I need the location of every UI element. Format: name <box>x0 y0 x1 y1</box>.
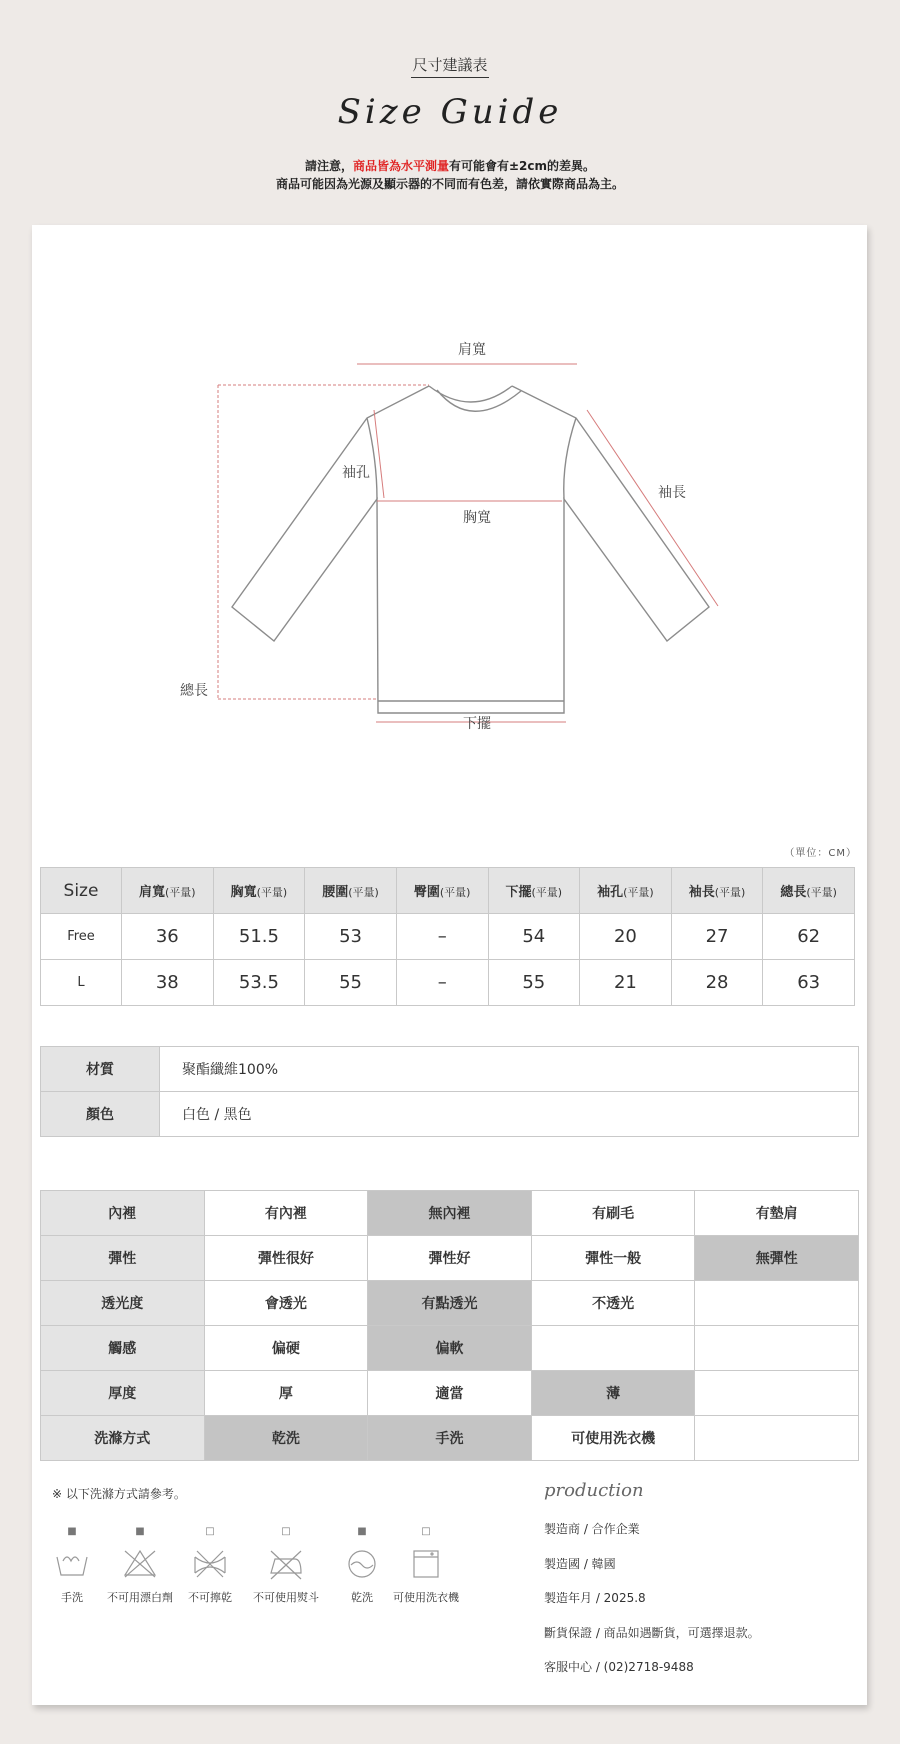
col-header: 胸寬(平量) <box>213 868 305 914</box>
care-item <box>44 1525 100 1605</box>
care-item <box>342 1525 382 1605</box>
feature-option-selected: 無內裡 <box>368 1191 532 1236</box>
unchecked-box-icon: □ <box>205 1526 215 1537</box>
feature-key: 透光度 <box>41 1281 205 1326</box>
care-item <box>381 1525 471 1605</box>
feature-key: 洗滌方式 <box>41 1416 205 1461</box>
dry-clean-icon <box>342 1547 382 1585</box>
table-row <box>41 914 855 960</box>
value-cell: 20 <box>580 914 672 960</box>
table-row <box>41 1191 859 1236</box>
value-cell: 38 <box>122 960 214 1006</box>
feature-option: 厚 <box>204 1371 368 1416</box>
hand-wash-icon <box>44 1547 100 1585</box>
size-table-header <box>41 868 855 914</box>
value-cell: 21 <box>580 960 672 1006</box>
table-row <box>41 1092 859 1137</box>
table-row <box>41 1281 859 1326</box>
table-row <box>41 1047 859 1092</box>
feature-key: 厚度 <box>41 1371 205 1416</box>
care-item <box>182 1525 238 1605</box>
size-cell: L <box>41 960 122 1006</box>
feature-option: 偏硬 <box>204 1326 368 1371</box>
feature-option <box>531 1326 695 1371</box>
col-header: 袖孔(平量) <box>580 868 672 914</box>
no-wring-icon <box>182 1547 238 1585</box>
col-header: 臀圍(平量) <box>396 868 488 914</box>
feature-option-selected: 偏軟 <box>368 1326 532 1371</box>
table-row <box>41 1371 859 1416</box>
value-cell: 28 <box>671 960 763 1006</box>
feature-option: 適當 <box>368 1371 532 1416</box>
feature-key: 觸感 <box>41 1326 205 1371</box>
col-header: 肩寬(平量) <box>122 868 214 914</box>
feature-option: 有刷毛 <box>531 1191 695 1236</box>
value-cell: 51.5 <box>213 914 305 960</box>
page-title: Size Guide <box>337 92 563 132</box>
feature-key: 彈性 <box>41 1236 205 1281</box>
color-value: 白色 / 黑色 <box>160 1092 859 1137</box>
size-cell: Free <box>41 914 122 960</box>
table-row <box>41 960 855 1006</box>
shoulder-label: 肩寬 <box>458 342 486 358</box>
unchecked-box-icon: □ <box>421 1526 431 1537</box>
value-cell: 27 <box>671 914 763 960</box>
care-label: 不可使用熨斗 <box>253 1591 319 1604</box>
feature-option: 有墊肩 <box>695 1191 859 1236</box>
care-label: 手洗 <box>61 1591 83 1604</box>
color-key: 顏色 <box>41 1092 160 1137</box>
chest-label: 胸寬 <box>463 510 491 526</box>
washing-machine-icon <box>381 1547 471 1585</box>
feature-option <box>695 1371 859 1416</box>
feature-option-selected: 手洗 <box>368 1416 532 1461</box>
feature-option <box>695 1416 859 1461</box>
sweater-outline <box>32 225 867 825</box>
value-cell: 36 <box>122 914 214 960</box>
feature-option: 會透光 <box>204 1281 368 1326</box>
header <box>0 0 900 225</box>
feature-option <box>695 1281 859 1326</box>
value-cell: 63 <box>763 960 855 1006</box>
feature-option-selected: 無彈性 <box>695 1236 859 1281</box>
hem-label: 下擺 <box>463 716 491 732</box>
feature-option-selected: 薄 <box>531 1371 695 1416</box>
no-iron-icon <box>246 1547 326 1585</box>
feature-option: 有內裡 <box>204 1191 368 1236</box>
production-line: 製造國 / 韓國 <box>544 1557 616 1571</box>
value-cell: 55 <box>305 960 397 1006</box>
care-label: 乾洗 <box>351 1591 373 1604</box>
production-line: 斷貨保證 / 商品如遇斷貨，可選擇退款。 <box>544 1626 760 1640</box>
value-cell: 54 <box>488 914 580 960</box>
care-label: 不可擰乾 <box>188 1591 232 1604</box>
feature-option: 彈性一般 <box>531 1236 695 1281</box>
value-cell: 62 <box>763 914 855 960</box>
col-header: 袖長(平量) <box>671 868 763 914</box>
feature-key: 內裡 <box>41 1191 205 1236</box>
table-row <box>41 1326 859 1371</box>
armhole-label: 袖孔 <box>342 465 370 481</box>
value-cell: – <box>396 960 488 1006</box>
care-note: ※ 以下洗滌方式請參考。 <box>52 1487 186 1501</box>
material-table <box>40 1046 859 1137</box>
value-cell: 53 <box>305 914 397 960</box>
size-table <box>40 867 855 1006</box>
feature-option: 彈性好 <box>368 1236 532 1281</box>
unchecked-box-icon: □ <box>281 1526 291 1537</box>
length-label: 總長 <box>180 683 208 699</box>
feature-option: 不透光 <box>531 1281 695 1326</box>
unit-note: （單位：CM） <box>784 848 857 859</box>
checked-box-icon: ■ <box>357 1526 367 1537</box>
size-chart-kicker: 尺寸建議表 <box>0 54 900 78</box>
feature-option: 彈性很好 <box>204 1236 368 1281</box>
care-label: 可使用洗衣機 <box>393 1591 459 1604</box>
feature-option: 可使用洗衣機 <box>531 1416 695 1461</box>
production-line: 製造商 / 合作企業 <box>544 1522 640 1536</box>
care-item <box>102 1525 178 1605</box>
feature-table <box>40 1190 859 1461</box>
checked-box-icon: ■ <box>135 1526 145 1537</box>
value-cell: – <box>396 914 488 960</box>
sleeve-label: 袖長 <box>658 485 686 501</box>
feature-option-selected: 有點透光 <box>368 1281 532 1326</box>
production-line: 客服中心 / (02)2718-9488 <box>544 1660 694 1674</box>
col-header: 腰圍(平量) <box>305 868 397 914</box>
size-guide-card <box>32 225 867 1705</box>
material-value: 聚酯纖維100% <box>160 1047 859 1092</box>
value-cell: 53.5 <box>213 960 305 1006</box>
care-label: 不可用漂白劑 <box>107 1591 173 1604</box>
size-header: Size <box>41 868 122 914</box>
material-key: 材質 <box>41 1047 160 1092</box>
feature-option-selected: 乾洗 <box>204 1416 368 1461</box>
value-cell: 55 <box>488 960 580 1006</box>
production-line: 製造年月 / 2025.8 <box>544 1591 646 1605</box>
col-header: 總長(平量) <box>763 868 855 914</box>
col-header: 下擺(平量) <box>488 868 580 914</box>
care-item <box>246 1525 326 1605</box>
feature-option <box>695 1326 859 1371</box>
checked-box-icon: ■ <box>67 1526 77 1537</box>
table-row <box>41 1416 859 1461</box>
table-row <box>41 1236 859 1281</box>
no-bleach-icon <box>102 1547 178 1585</box>
production-title: production <box>544 1480 644 1501</box>
garment-diagram <box>32 225 867 825</box>
measurement-notice: 請注意，商品皆為水平測量有可能會有±2cm的差異。 商品可能因為光源及顯示器的不同而有色差，請依實際商品為主。 <box>275 159 624 191</box>
